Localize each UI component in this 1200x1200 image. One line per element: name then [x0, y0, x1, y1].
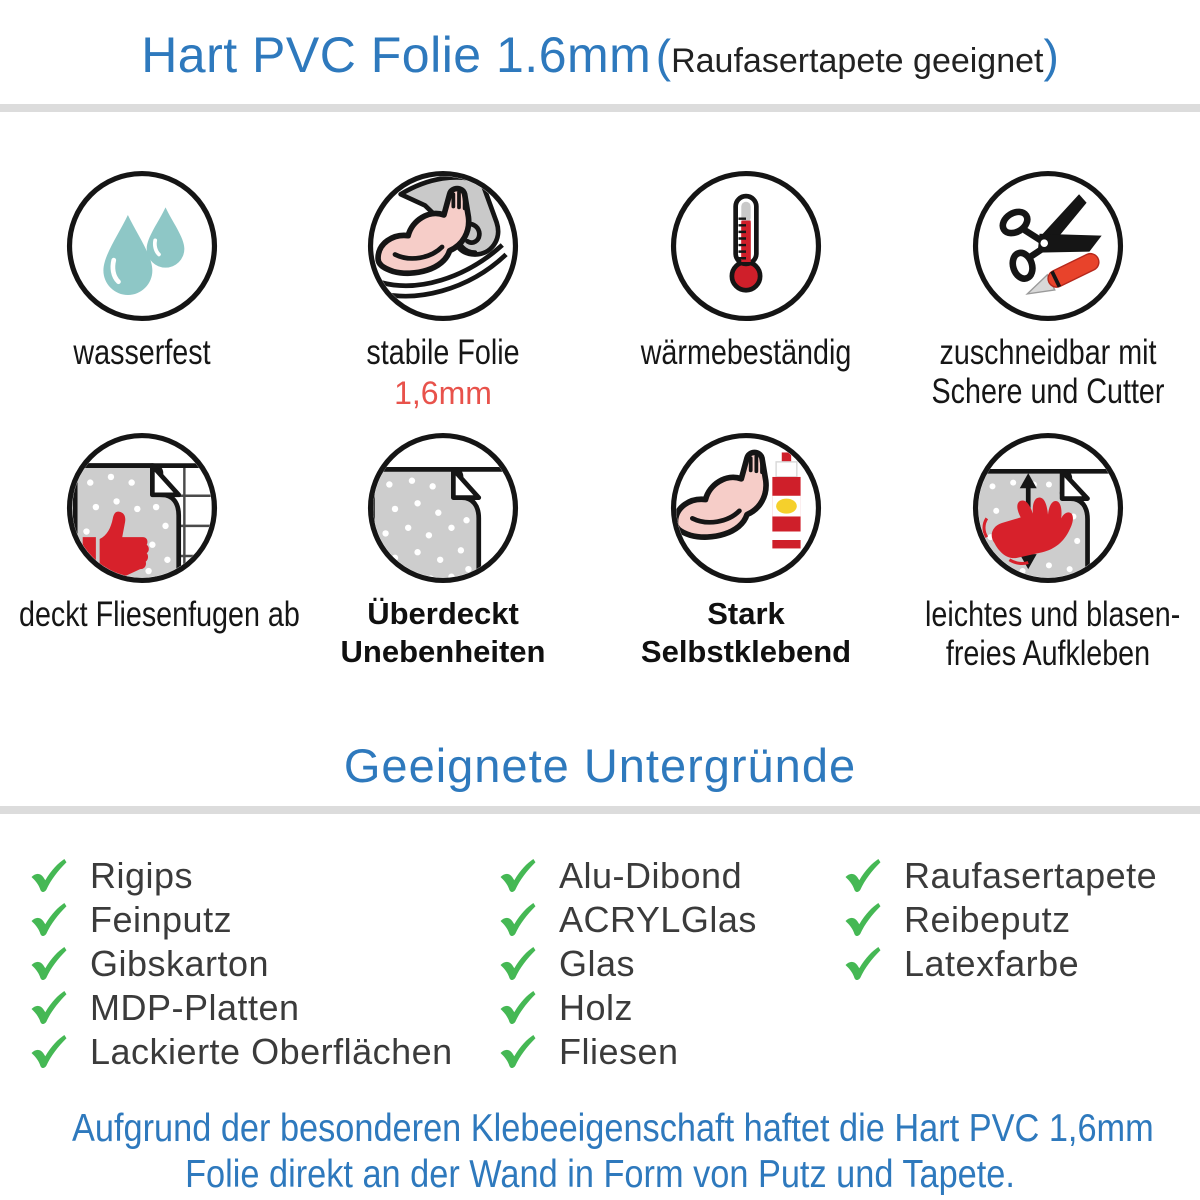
surface-label: Fliesen: [559, 1031, 679, 1072]
feature-stabile-folie: [293, 166, 593, 412]
check-icon: [28, 858, 70, 894]
divider-middle: [0, 806, 1200, 814]
feature-label: leichtes und blasen- freies Aufkleben: [925, 595, 1181, 673]
footer-line-1: Aufgrund der besonderen Klebeeigenschaft haftet die Hart PVC 1,6mm: [72, 1107, 1154, 1150]
feature-label: deckt Fliesenfugen ab: [19, 595, 300, 634]
tile-joints-thumb-icon: [62, 428, 222, 588]
surface-label: Holz: [559, 987, 634, 1028]
surface-label: Reibeputz: [904, 899, 1071, 940]
divider-top: [0, 104, 1200, 112]
surface-item: [497, 986, 757, 1030]
check-icon: [28, 946, 70, 982]
feature-waermebestaendig: [596, 166, 896, 372]
check-icon: [497, 990, 539, 1026]
surface-item: [497, 898, 757, 942]
dotted-foil-icon: [363, 428, 523, 588]
surface-label: Feinputz: [90, 899, 233, 940]
surface-label: MDP-Platten: [90, 987, 300, 1028]
check-icon: [497, 858, 539, 894]
feature-label: Stark Selbstklebend: [640, 596, 852, 669]
surfaces-column-3: [842, 854, 1157, 986]
check-icon: [28, 1034, 70, 1070]
feature-wasserfest: [0, 166, 292, 372]
surface-label: ACRYLGlas: [559, 899, 757, 940]
surface-item: [497, 942, 757, 986]
title-paren-open: (: [655, 30, 672, 82]
feature-sublabel: 1,6mm: [394, 375, 492, 411]
surface-label: Latexfarbe: [904, 943, 1080, 984]
check-icon: [842, 946, 884, 982]
surfaces-column-2: [497, 854, 757, 1074]
feature-fliesenfugen: [0, 428, 300, 634]
feature-label: zuschneidbar mit Schere und Cutter: [931, 333, 1165, 411]
surface-item: [28, 898, 453, 942]
footer-note: [0, 1106, 1200, 1198]
water-drops-icon: [62, 166, 222, 326]
surface-item: [28, 1030, 453, 1074]
footer-line-2: Folie direkt an der Wand in Form von Putz und Tapete.: [185, 1153, 1015, 1196]
feature-ueberdeckt: [293, 428, 593, 671]
check-icon: [842, 902, 884, 938]
feature-selbstklebend: [596, 428, 896, 671]
muscle-arm-foil-roll-icon: [363, 166, 523, 326]
surface-label: Glas: [559, 943, 636, 984]
surface-item: [28, 986, 453, 1030]
check-icon: [497, 946, 539, 982]
page-title: [0, 26, 1200, 84]
feature-label: wasserfest: [73, 333, 211, 372]
surfaces-heading: Geeignete Untergründe: [343, 739, 857, 792]
scissors-cutter-icon: [968, 166, 1128, 326]
surface-item: [842, 854, 1157, 898]
feature-label: wärmebeständig: [640, 333, 852, 372]
surface-item: [842, 942, 1157, 986]
hand-smoothing-foil-icon: [968, 428, 1128, 588]
surface-item: [28, 942, 453, 986]
surface-label: Lackierte Oberflächen: [90, 1031, 453, 1072]
surface-label: Alu-Dibond: [559, 855, 743, 896]
check-icon: [28, 990, 70, 1026]
surface-item: [28, 854, 453, 898]
title-main: Hart PVC Folie 1.6mm: [141, 27, 652, 83]
surface-label: Rigips: [90, 855, 194, 896]
feature-aufkleben: [898, 428, 1198, 673]
check-icon: [497, 902, 539, 938]
check-icon: [28, 902, 70, 938]
surface-item: [497, 1030, 757, 1074]
feature-label: Überdeckt Unebenheiten: [340, 596, 546, 669]
surface-label: Gibskarton: [90, 943, 270, 984]
thermometer-icon: [666, 166, 826, 326]
surface-item: [842, 898, 1157, 942]
feature-label: stabile Folie: [366, 333, 520, 372]
check-icon: [497, 1034, 539, 1070]
title-paren-close: ): [1043, 30, 1059, 82]
check-icon: [842, 858, 884, 894]
surfaces-column-1: [28, 854, 453, 1074]
surface-item: [497, 854, 757, 898]
feature-zuschneidbar: [898, 166, 1198, 411]
muscle-glue-tube-icon: [666, 428, 826, 588]
surface-label: Raufasertapete: [904, 855, 1158, 896]
title-note: Raufasertapete geeignet: [671, 42, 1044, 80]
